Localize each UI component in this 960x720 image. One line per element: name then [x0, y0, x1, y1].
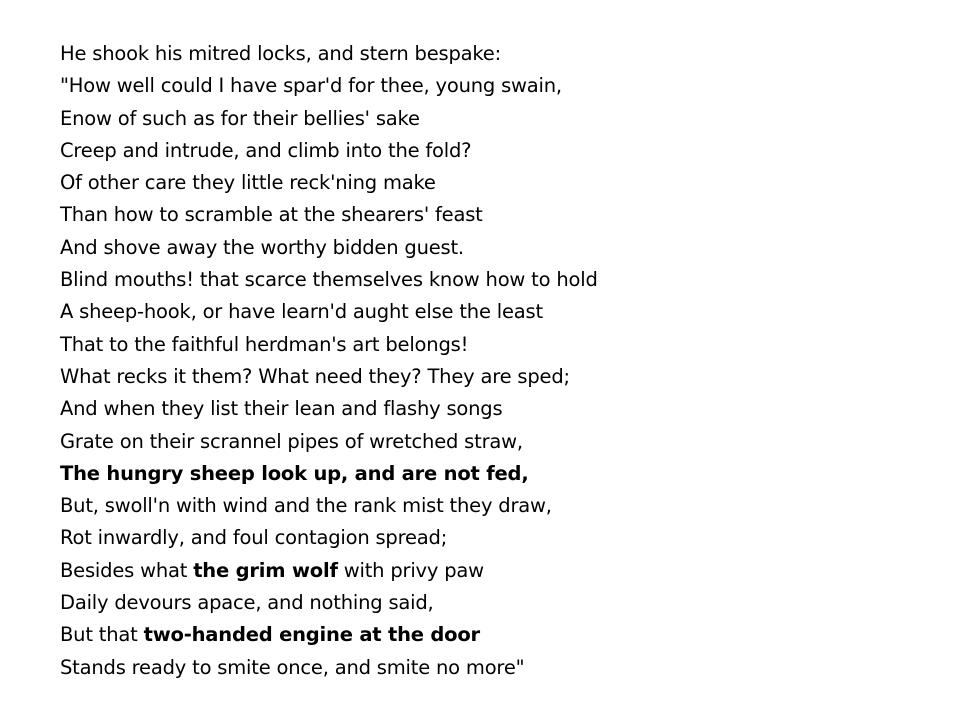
poem-text: Enow of such as for their bellies' sake	[60, 106, 420, 130]
poem-line	[60, 361, 940, 393]
poem-text: Blind mouths! that scarce themselves know how to hold	[60, 268, 598, 292]
poem-line	[60, 329, 940, 361]
poem-line	[60, 522, 940, 554]
poem-text: Grate on their scrannel pipes of wretched straw,	[60, 429, 523, 453]
poem-line	[60, 458, 940, 490]
poem-text: And shove away the worthy bidden guest.	[60, 235, 464, 259]
poem-text: What recks it them? What need they? They are sped;	[60, 364, 570, 388]
poem-line	[60, 393, 940, 425]
poem-emphasis: the grim wolf	[193, 558, 338, 582]
poem-text: Of other care they little reck'ning make	[60, 171, 436, 195]
poem-line	[60, 38, 940, 70]
poem-line	[60, 199, 940, 231]
poem-text: Rot inwardly, and foul contagion spread;	[60, 526, 448, 550]
poem-text: "How well could I have spar'd for thee, young swain,	[60, 74, 562, 98]
poem-line	[60, 652, 940, 684]
poem-text: But that	[60, 623, 144, 647]
poem-line	[60, 296, 940, 328]
poem-text: Stands ready to smite once, and smite no more"	[60, 655, 525, 679]
poem-text: with privy paw	[337, 558, 484, 582]
poem-text: Besides what	[60, 558, 194, 582]
poem-line	[60, 264, 940, 296]
poem-line	[60, 426, 940, 458]
poem-text: But, swoll'n with wind and the rank mist they draw,	[60, 494, 552, 518]
poem-line	[60, 587, 940, 619]
poem-line	[60, 103, 940, 135]
poem-line	[60, 232, 940, 264]
poem-line	[60, 619, 940, 651]
poem-text: Daily devours apace, and nothing said,	[60, 591, 434, 615]
poem-text: That to the faithful herdman's art belongs!	[60, 332, 469, 356]
poem-text: A sheep-hook, or have learn'd aught else the least	[60, 300, 543, 324]
poem-emphasis: The hungry sheep look up, and are not fed,	[60, 461, 529, 485]
poem-text: And when they list their lean and flashy songs	[60, 397, 503, 421]
poem-text-block	[60, 38, 940, 684]
poem-line	[60, 555, 940, 587]
poem-line	[60, 135, 940, 167]
poem-emphasis: two-handed engine at the door	[143, 623, 480, 647]
poem-line	[60, 167, 940, 199]
poem-line	[60, 70, 940, 102]
poem-text: He shook his mitred locks, and stern bespake:	[60, 42, 501, 65]
poem-text: Than how to scramble at the shearers' feast	[60, 203, 483, 227]
poem-text: Creep and intrude, and climb into the fold?	[60, 138, 472, 162]
poem-line	[60, 490, 940, 522]
